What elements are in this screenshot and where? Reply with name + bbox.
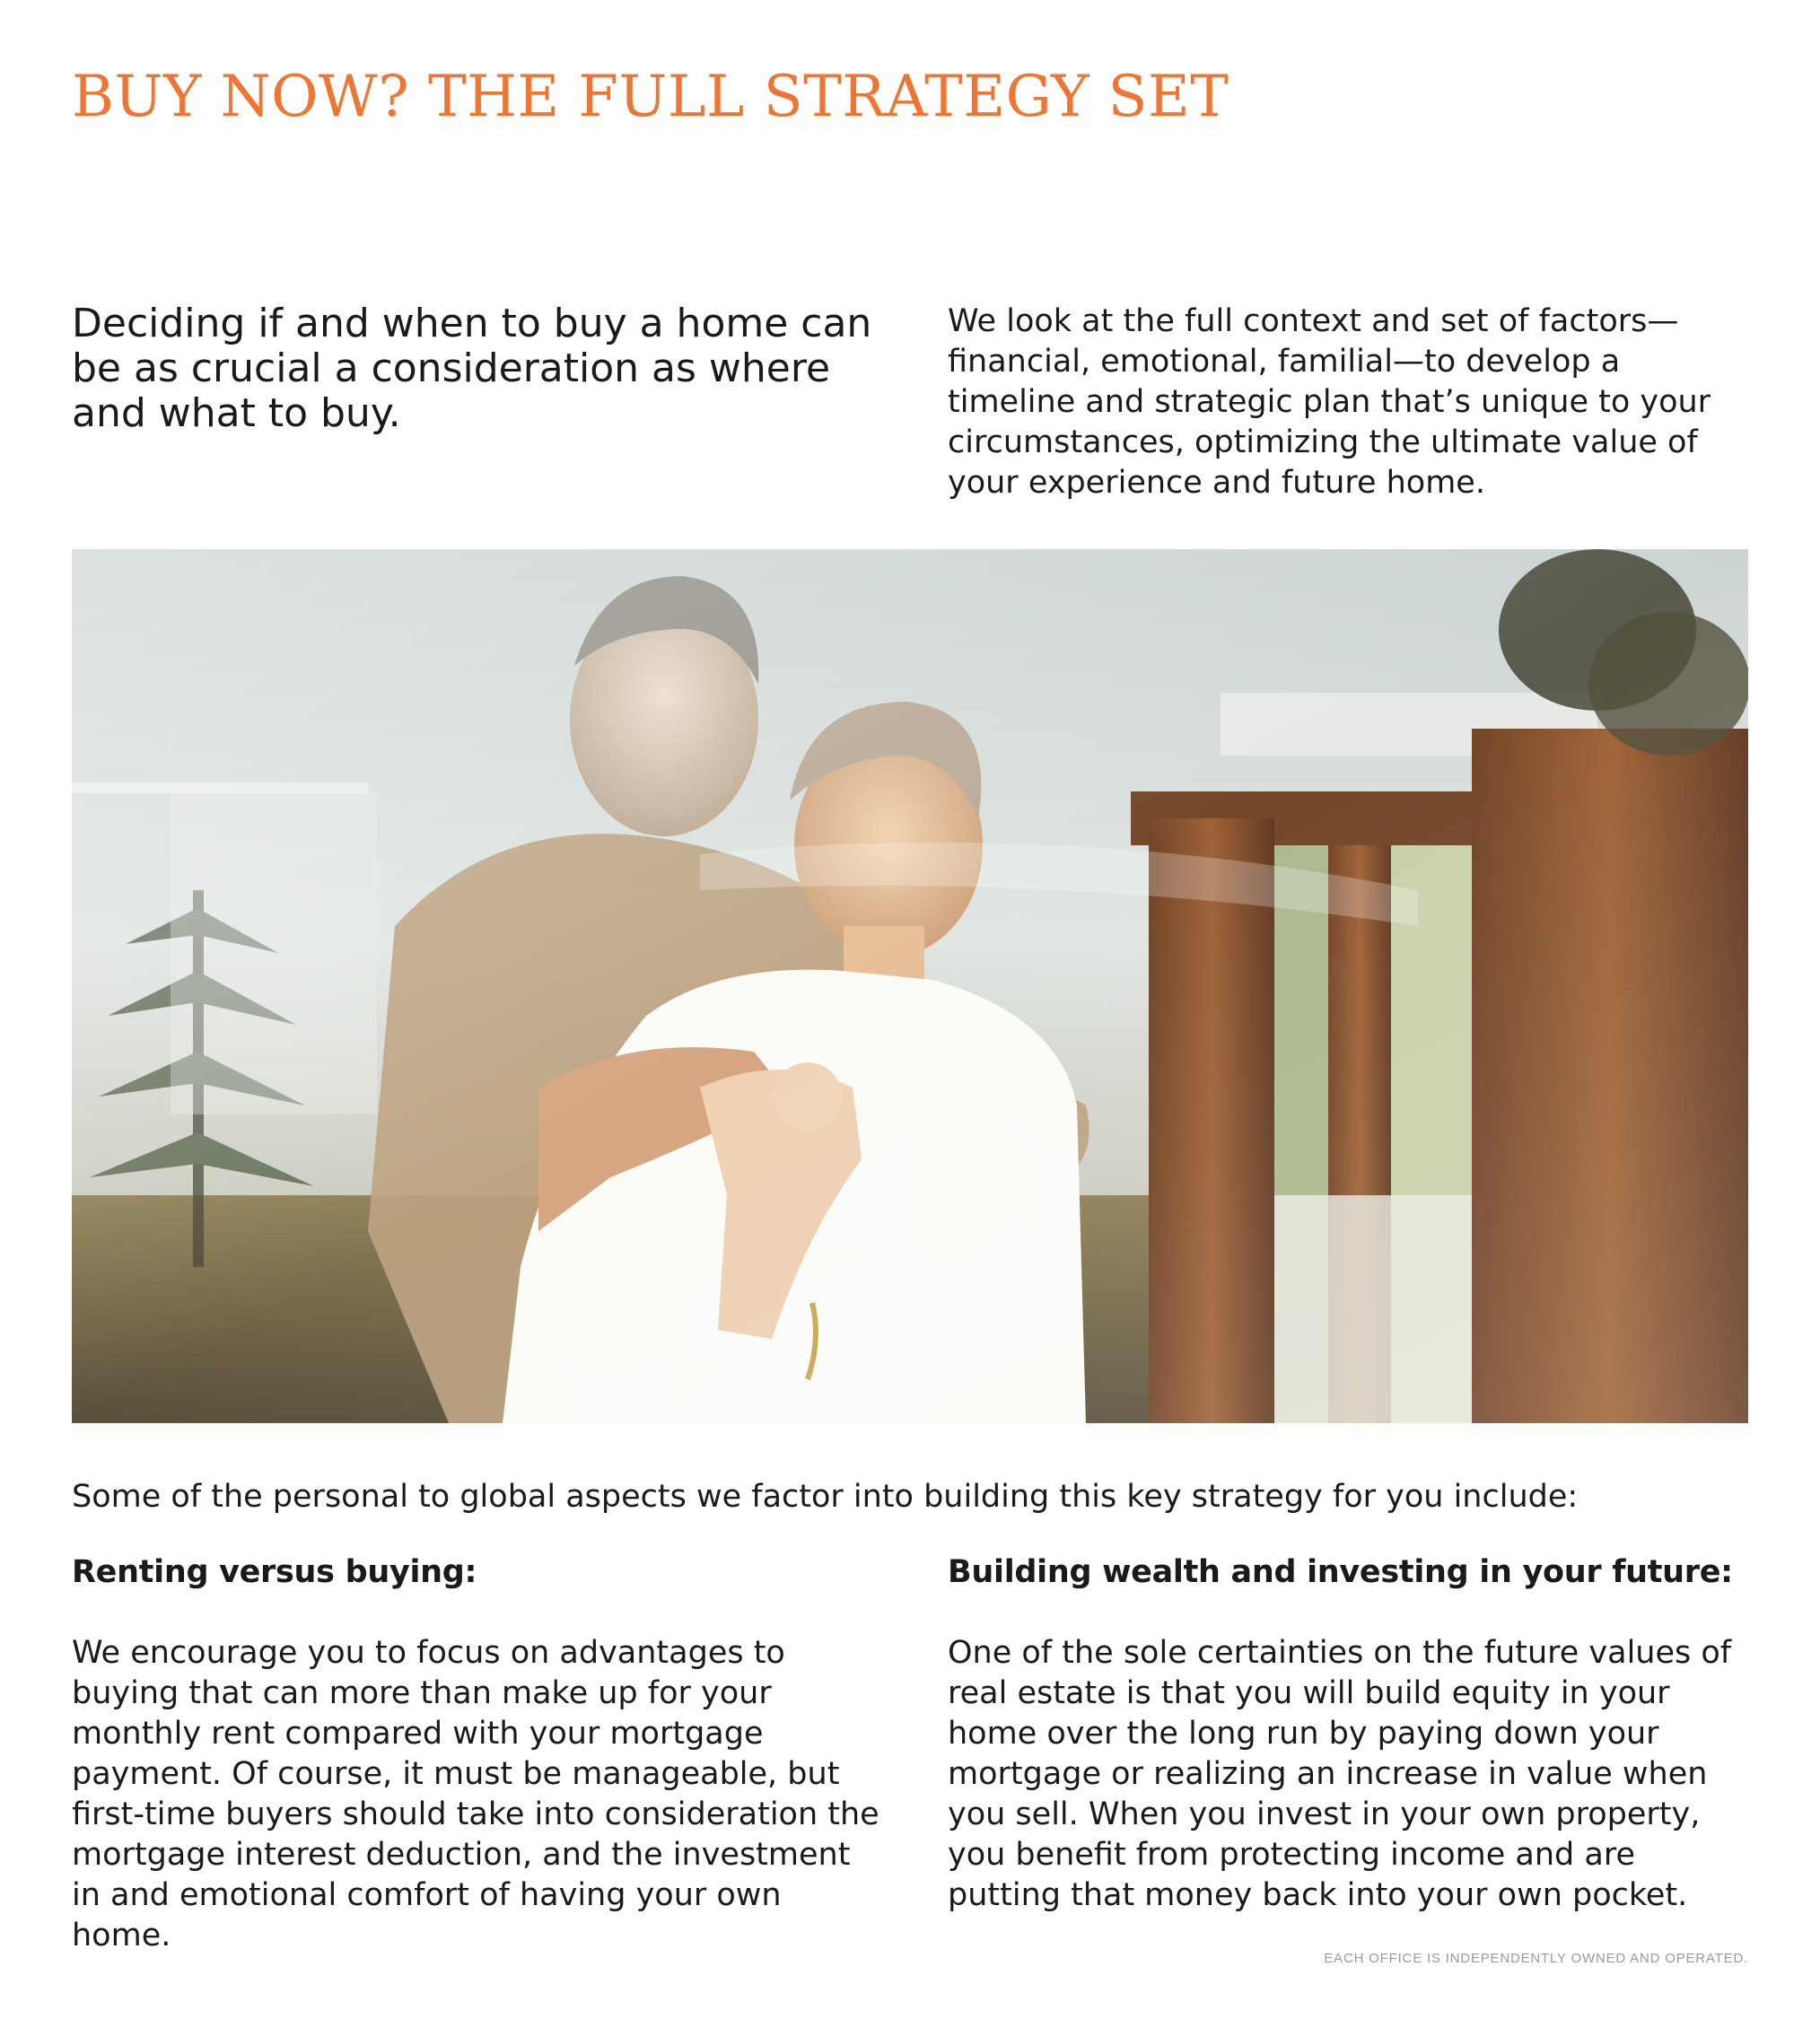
footer-disclaimer: EACH OFFICE IS INDEPENDENTLY OWNED AND OPERATED.: [1324, 1951, 1748, 1966]
section-building-wealth: [948, 1552, 1755, 1916]
section-body: One of the sole certainties on the future values of real estate is that you will build equity in your home over the long run by paying down your mortgage or realizing an increase in value when you sell. When you invest in your own property, you benefit from protecting income and are putting that money back into your own pocket.: [948, 1635, 1732, 1913]
section-body: We encourage you to focus on advantages to buying that can more than make up for your monthly rent compared with your mortgage payment. Of course, it must be manageable, but first-time buyers should take into consideration the mortgage interest deduction, and the investment in and emotional comfort of having your own home.: [72, 1635, 879, 1953]
section-heading: Building wealth and investing in your future:: [948, 1554, 1733, 1590]
aspects-intro: Some of the personal to global aspects we factor into building this key strategy for you include:: [72, 1479, 1579, 1515]
page-title: BUY NOW? THE FULL STRATEGY SET: [72, 64, 1229, 130]
section-renting-vs-buying: [72, 1552, 879, 1956]
section-heading: Renting versus buying:: [72, 1554, 477, 1590]
intro-text: We look at the full context and set of factors—financial, emotional, familial—to develop a timeline and strategic plan that’s unique to your circumstances, optimizing the ultimate value of your experience and future home.: [948, 303, 1711, 501]
lead-text: Deciding if and when to buy a home can be as crucial a consideration as where and what to buy.: [72, 301, 872, 436]
couple-photo: [72, 549, 1748, 1423]
